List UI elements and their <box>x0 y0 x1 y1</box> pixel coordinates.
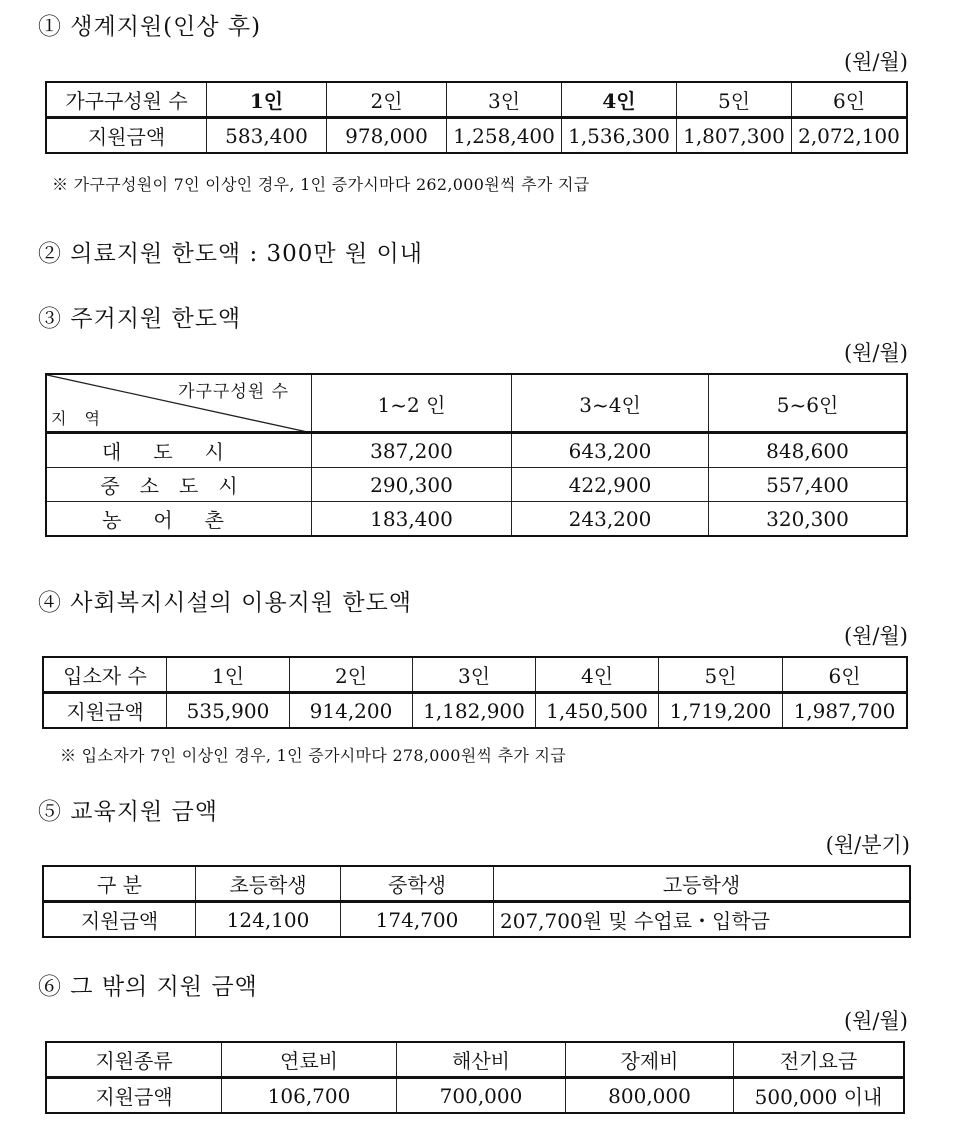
section5-title: ⑤ 교육지원 금액 <box>38 799 218 825</box>
amount-cell: 106,700 <box>222 1078 397 1113</box>
col-5: 5인 <box>659 658 783 693</box>
row-header-type: 지원종류 <box>47 1043 222 1078</box>
corner-top-label: 가구구성원 수 <box>178 382 289 402</box>
col-elementary: 초등학생 <box>196 867 341 902</box>
col-4: 4인 <box>536 658 659 693</box>
amount-cell: 500,000 이내 <box>734 1078 904 1113</box>
amount-cell: 290,300 <box>312 468 512 502</box>
amount-cell: 1,807,300 <box>677 118 792 153</box>
section2-title: ② 의료지원 한도액 : 300만 원 이내 <box>38 241 423 267</box>
section5-unit: (원/분기) <box>825 833 910 857</box>
amount-cell: 243,200 <box>512 502 709 536</box>
amount-cell: 1,719,200 <box>659 693 783 728</box>
table-row <box>47 468 907 502</box>
table-row <box>47 502 907 536</box>
amount-cell: 1,536,300 <box>562 118 677 153</box>
amount-cell: 387,200 <box>312 433 512 468</box>
table-row <box>47 433 907 468</box>
section1-note: ※ 가구구성원이 7인 이상인 경우, 1인 증가시마다 262,000원씩 추가 지급 <box>52 175 590 194</box>
col-2: 2인 <box>290 658 413 693</box>
region-cell: 대도시 <box>47 433 312 468</box>
section4-note: ※ 입소자가 7인 이상인 경우, 1인 증가시마다 278,000원씩 추가 지급 <box>60 746 567 765</box>
col-6: 6인 <box>783 658 907 693</box>
table-header-row <box>47 375 907 433</box>
section6-title: ⑥ 그 밖의 지원 금액 <box>38 974 258 1000</box>
col-childbirth: 해산비 <box>397 1043 566 1078</box>
col-1: 1인 <box>167 658 290 693</box>
amount-cell: 422,900 <box>512 468 709 502</box>
col-middle: 중학생 <box>341 867 494 902</box>
section1-title: ① 생계지원(인상 후) <box>38 14 262 40</box>
region-cell: 농어촌 <box>47 502 312 536</box>
amount-cell: 207,700원 및 수업료・입학금 <box>494 902 910 937</box>
row-header-amount: 지원금액 <box>44 693 167 728</box>
section1-unit: (원/월) <box>843 50 908 74</box>
col-electricity: 전기요금 <box>734 1043 904 1078</box>
other-support-table <box>46 1042 904 1113</box>
amount-cell: 1,258,400 <box>447 118 562 153</box>
amount-cell: 320,300 <box>709 502 907 536</box>
amount-cell: 2,072,100 <box>792 118 907 153</box>
row-header-amount: 지원금액 <box>47 118 207 153</box>
diagonal-corner-cell <box>47 375 312 433</box>
amount-cell: 1,987,700 <box>783 693 907 728</box>
amount-cell: 183,400 <box>312 502 512 536</box>
amount-cell: 174,700 <box>341 902 494 937</box>
col-3: 3인 <box>447 83 562 118</box>
row-header-category: 구 분 <box>44 867 196 902</box>
section3-title: ③ 주거지원 한도액 <box>38 306 242 332</box>
amount-cell: 914,200 <box>290 693 413 728</box>
col-6: 6인 <box>792 83 907 118</box>
table-header-row <box>44 867 910 902</box>
amount-cell: 557,400 <box>709 468 907 502</box>
amount-cell: 643,200 <box>512 433 709 468</box>
livelihood-table <box>46 82 907 153</box>
row-header-residents: 입소자 수 <box>44 658 167 693</box>
col-5: 5인 <box>677 83 792 118</box>
amount-cell: 124,100 <box>196 902 341 937</box>
col-high: 고등학생 <box>494 867 910 902</box>
row-header-amount: 지원금액 <box>47 1078 222 1113</box>
col-2: 2인 <box>327 83 447 118</box>
education-table <box>43 866 910 937</box>
amount-cell: 583,400 <box>207 118 327 153</box>
amount-cell: 1,182,900 <box>413 693 536 728</box>
col-funeral: 장제비 <box>566 1043 734 1078</box>
amount-cell: 700,000 <box>397 1078 566 1113</box>
amount-cell: 1,450,500 <box>536 693 659 728</box>
col-3-4: 3~4인 <box>512 375 709 433</box>
table-row <box>47 1078 904 1113</box>
section3-unit: (원/월) <box>843 341 908 365</box>
row-header-household: 가구구성원 수 <box>47 83 207 118</box>
table-row <box>47 118 907 153</box>
region-cell: 중소도시 <box>47 468 312 502</box>
table-header-row <box>44 658 907 693</box>
col-3: 3인 <box>413 658 536 693</box>
corner-bottom-label: 지역 <box>51 409 118 428</box>
col-1-2: 1~2 인 <box>312 375 512 433</box>
section6-unit: (원/월) <box>843 1009 908 1033</box>
amount-cell: 535,900 <box>167 693 290 728</box>
section4-unit: (원/월) <box>843 624 908 648</box>
section4-title: ④ 사회복지시설의 이용지원 한도액 <box>38 590 412 616</box>
amount-cell: 978,000 <box>327 118 447 153</box>
col-fuel: 연료비 <box>222 1043 397 1078</box>
table-row <box>44 693 907 728</box>
col-1: 1인 <box>207 83 327 118</box>
housing-table <box>46 374 907 536</box>
table-header-row <box>47 1043 904 1078</box>
table-row <box>44 902 910 937</box>
welfare-facility-table <box>43 657 907 728</box>
col-5-6: 5~6인 <box>709 375 907 433</box>
table-header-row <box>47 83 907 118</box>
amount-cell: 800,000 <box>566 1078 734 1113</box>
row-header-amount: 지원금액 <box>44 902 196 937</box>
amount-cell: 848,600 <box>709 433 907 468</box>
col-4: 4인 <box>562 83 677 118</box>
